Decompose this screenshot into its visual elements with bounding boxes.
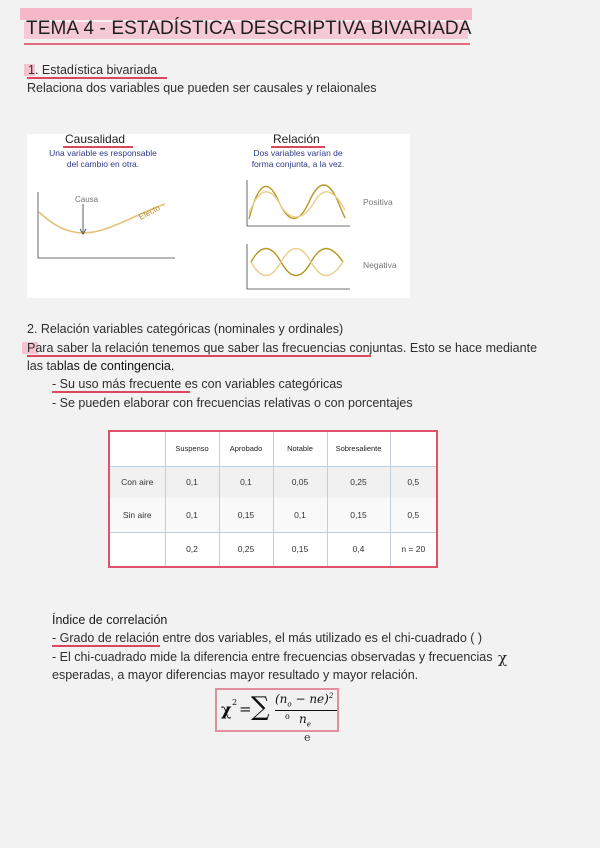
table-cell: 0,15 bbox=[273, 532, 327, 566]
table-cell: 0,25 bbox=[219, 532, 273, 566]
section2-line2 bbox=[27, 359, 174, 373]
formula-below-e: e bbox=[304, 731, 311, 744]
table-cell: 0,4 bbox=[327, 532, 390, 566]
table-header-cell: Sobresaliente bbox=[327, 432, 390, 466]
formula-equals: = bbox=[239, 700, 252, 718]
table-header-cell bbox=[390, 432, 436, 466]
formula-denominator bbox=[299, 712, 311, 728]
table-cell: 0,5 bbox=[390, 498, 436, 532]
table-header-row bbox=[110, 432, 436, 466]
formula-chi-sup: 2 bbox=[232, 698, 238, 707]
section2-line1: Para saber la relación tenemos que saber las frecuencias conjuntas. Esto se hace mediante bbox=[27, 341, 538, 355]
positive-label: Positiva bbox=[363, 197, 393, 207]
section3-line2: - El chi-cuadrado mide la diferencia entre frecuencias observadas y frecuencias bbox=[52, 650, 493, 664]
formula-sigma: ∑ bbox=[251, 692, 270, 722]
positive-axes bbox=[247, 180, 350, 226]
table-header-cell: Suspenso bbox=[165, 432, 219, 466]
table-cell: 0,25 bbox=[327, 466, 390, 498]
relation-title: Relación bbox=[273, 132, 320, 146]
section2-bullet1-underline bbox=[52, 391, 190, 393]
figure-graphs bbox=[27, 134, 410, 298]
table-cell: 0,1 bbox=[165, 466, 219, 498]
page-title: TEMA 4 - ESTADÍSTICA DESCRIPTIVA BIVARIADA bbox=[26, 18, 472, 39]
cause-label: Causa bbox=[75, 195, 99, 204]
table-cell: 0,1 bbox=[273, 498, 327, 532]
section1-underline bbox=[27, 77, 167, 79]
causality-relation-figure bbox=[27, 134, 410, 298]
formula-num-open: (n bbox=[275, 692, 288, 706]
relation-desc-2: forma conjunta, a la vez. bbox=[251, 159, 345, 169]
table-header-cell bbox=[110, 432, 165, 466]
table-row bbox=[110, 532, 436, 566]
table-header-cell: Aprobado bbox=[219, 432, 273, 466]
section2-line1-underline bbox=[27, 355, 371, 357]
section3-line1: - Grado de relación entre dos variables, el más utilizado es el chi-cuadrado ( ) bbox=[52, 631, 483, 645]
chi-symbol: χ bbox=[498, 649, 508, 667]
table-cell: Con aire bbox=[110, 466, 165, 498]
section2-line2-b: blas de contingencia. bbox=[56, 359, 175, 373]
table-cell: 0,15 bbox=[219, 498, 273, 532]
section3-heading: Índice de correlación bbox=[52, 613, 168, 627]
table-cell: n = 20 bbox=[390, 532, 436, 566]
section3-line3: esperadas, a mayor diferencias mayor resultado y mayor relación. bbox=[52, 668, 419, 682]
table-cell: Sin aire bbox=[110, 498, 165, 532]
table-cell: 0,1 bbox=[165, 498, 219, 532]
formula-num-sup: 2 bbox=[328, 692, 334, 700]
formula-num-sub: o bbox=[287, 700, 292, 709]
section2-bullet2: - Se pueden elaborar con frecuencias relativas o con porcentajes bbox=[52, 396, 413, 410]
section2-bullet1: - Su uso más frecuente es con variables categóricas bbox=[52, 377, 343, 391]
table-cell: 0,05 bbox=[273, 466, 327, 498]
section2-heading: 2. Relación variables categóricas (nominales y ordinales) bbox=[27, 322, 344, 336]
chi-square-formula bbox=[215, 688, 339, 732]
section1-heading: 1. Estadística bivariada bbox=[28, 63, 158, 77]
table-header-cell: Notable bbox=[273, 432, 327, 466]
table-row bbox=[110, 498, 436, 532]
section3-line1-underline bbox=[52, 645, 160, 647]
table-cell bbox=[110, 532, 165, 566]
causality-desc-1: Una variable es responsable bbox=[49, 148, 157, 158]
formula-den-o: o bbox=[285, 712, 290, 721]
negative-axes bbox=[247, 244, 350, 289]
title-underline bbox=[24, 43, 470, 45]
positive-curve-1 bbox=[249, 185, 345, 219]
positive-curve-2 bbox=[249, 192, 345, 217]
table-cell: 0,5 bbox=[390, 466, 436, 498]
contingency-table bbox=[108, 430, 438, 568]
negative-curve-2 bbox=[251, 249, 343, 276]
negative-curve-1 bbox=[251, 249, 343, 276]
formula-den-n: n bbox=[299, 712, 307, 726]
table-row bbox=[110, 466, 436, 498]
relation-desc-1: Dos variables varían de bbox=[253, 148, 343, 158]
formula-fraction-bar bbox=[275, 710, 337, 711]
formula-chi: χ bbox=[221, 700, 232, 719]
section2-line2-a: las ta bbox=[27, 359, 57, 373]
effect-label: Efecto bbox=[137, 203, 162, 222]
negative-label: Negativa bbox=[363, 260, 397, 270]
causality-axes bbox=[38, 192, 175, 258]
table-cell: 0,2 bbox=[165, 532, 219, 566]
table-cell: 0,1 bbox=[219, 466, 273, 498]
causality-title: Causalidad bbox=[65, 132, 126, 146]
formula-den-sub: e bbox=[306, 720, 311, 729]
formula-numerator bbox=[275, 692, 333, 708]
causality-desc-2: del cambio en otra. bbox=[66, 159, 140, 169]
table-cell: 0,15 bbox=[327, 498, 390, 532]
formula-num-rest: − ne) bbox=[291, 692, 329, 706]
section1-description: Relaciona dos variables que pueden ser causales y relaionales bbox=[27, 81, 377, 95]
